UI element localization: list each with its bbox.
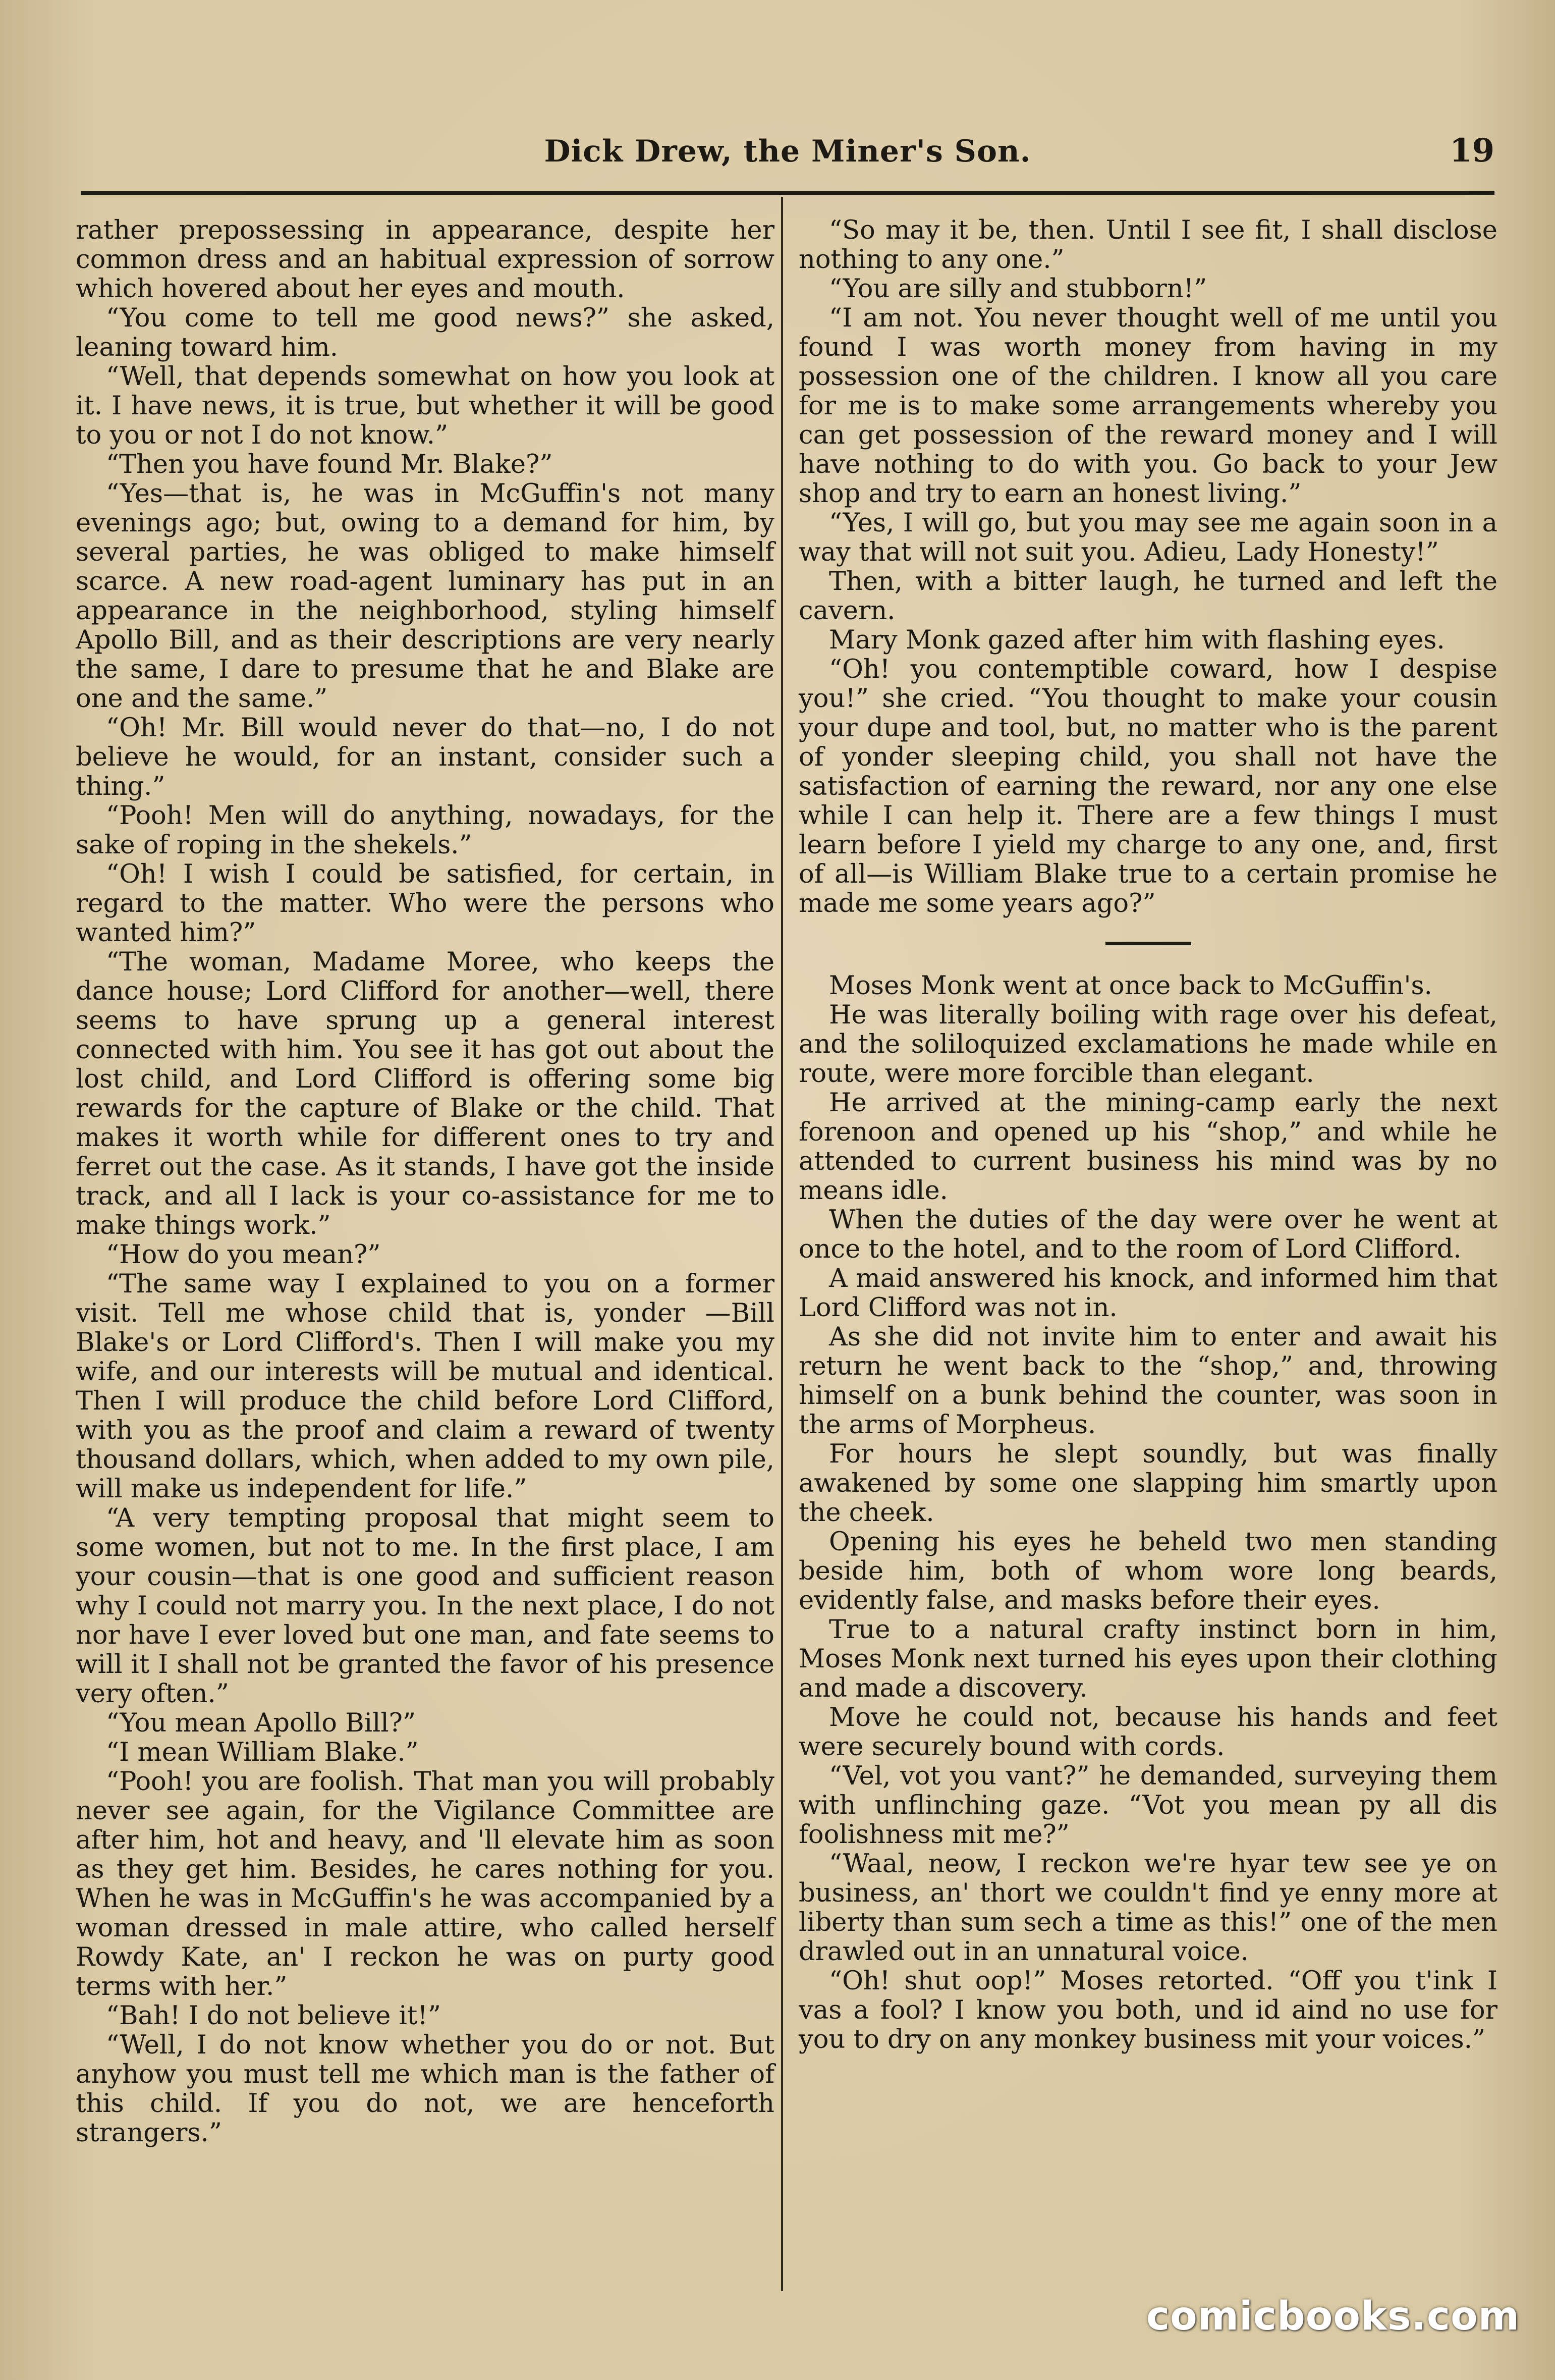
paragraph: “The same way I explained to you on a former visit. Tell me whose child that is, yonder —Bill Blake's or Lord Clifford's. Then I will make you my wife, and our interests will be mutual and identical. Then I will produce the child before Lord Clifford, with you as the proof and claim a reward of twenty thousand dollars, which, when added to my own pile, will make us independent for life.” [76, 1269, 774, 1504]
running-header [81, 129, 1494, 179]
paragraph: True to a natural crafty instinct born in him, Moses Monk next turned his eyes upon their clothing and made a discovery. [799, 1615, 1497, 1703]
paragraph: “Oh! Mr. Bill would never do that—no, I do not believe he would, for an instant, consider such a thing.” [76, 713, 774, 801]
paragraph: “Well, that depends somewhat on how you look at it. I have news, it is true, but whether it will be good to you or not I do not know.” [76, 362, 774, 450]
paragraph: “Well, I do not know whether you do or not. But anyhow you must tell me which man is the father of this child. If you do not, we are henceforth strangers.” [76, 2030, 774, 2148]
paragraph: “So may it be, then. Until I see fit, I shall disclose nothing to any one.” [799, 215, 1497, 275]
paragraph: “Bah! I do not believe it!” [106, 2001, 441, 2031]
paragraph: rather prepossessing in appearance, despite her common dress and an habitual expression of sorrow which hovered about her eyes and mouth. [76, 215, 774, 304]
paragraph: “You are silly and stubborn!” [829, 274, 1207, 304]
paragraph: “The woman, Madame Moree, who keeps the dance house; Lord Clifford for another—well, there seems to have sprung up a general interest connected with him. You see it has got out about the lost child, and Lord Clifford is offering some big rewards for the capture of Blake or the child. That makes it worth while for different ones to try and ferret out the case. As it stands, I have got the inside track, and all I lack is your co-assistance for me to make things work.” [76, 947, 774, 1240]
paragraph: A maid answered his knock, and informed him that Lord Clifford was not in. [799, 1264, 1497, 1323]
left-column [76, 216, 774, 2148]
paragraph: “Pooh! you are foolish. That man you will probably never see again, for the Vigilance Committee are after him, hot and heavy, and 'll elevate him as soon as they get him. Besides, he cares nothing for you. When he was in McGuffin's he was accompanied by a woman dressed in male attire, who called herself Rowdy Kate, an' I reckon he was on purty good terms with her.” [76, 1767, 774, 2002]
paragraph: Moses Monk went at once back to McGuffin's. [829, 971, 1432, 1001]
paragraph: “A very tempting proposal that might seem to some women, but not to me. In the first place, I am your cousin—that is one good and sufficient reason why I could not marry you. In the next place, I do not nor have I ever loved but one man, and fate seems to will it I shall not be granted the favor of his presence very often.” [76, 1503, 774, 1709]
paragraph: Mary Monk gazed after him with flashing eyes. [829, 625, 1445, 655]
paragraph: Opening his eyes he beheld two men standing beside him, both of whom wore long beards, evidently false, and masks before their eyes. [799, 1527, 1497, 1615]
running-title: Dick Drew, the Miner's Son. [544, 134, 1031, 169]
paragraph: “Pooh! Men will do anything, nowadays, for the sake of roping in the shekels.” [76, 801, 774, 860]
paragraph: “You come to tell me good news?” she asked, leaning toward him. [76, 303, 774, 362]
header-rule [81, 191, 1494, 195]
paragraph: “Yes—that is, he was in McGuffin's not many evenings ago; but, owing to a demand for him, by several parties, he was obliged to make himself scarce. A new road-agent luminary has put in an appearance in the neighborhood, styling himself Apollo Bill, and as their descriptions are very nearly the same, I dare to presume that he and Blake are one and the same.” [76, 479, 774, 714]
column-divider [781, 197, 783, 2291]
page-number: 19 [1449, 132, 1494, 170]
paragraph: “Oh! I wish I could be satisfied, for certain, in regard to the matter. Who were the persons who wanted him?” [76, 859, 774, 948]
paragraph: “Oh! you contemptible coward, how I despise you!” she cried. “You thought to make your cousin your dupe and tool, but, no matter who is the parent of yonder sleeping child, you shall not have the satisfaction of earning the reward, nor any one else while I can help it. There are a few things I must learn before I yield my charge to any one, and, first of all—is William Blake true to a certain promise he made me some years ago?” [799, 655, 1497, 918]
paragraph: “I am not. You never thought well of me until you found I was worth money from having in my possession one of the children. I know all you care for me is to make some arrangements whereby you can get possession of the reward money and I will have nothing to do with you. Go back to your Jew shop and try to earn an honest living.” [799, 303, 1497, 509]
paragraph: He was literally boiling with rage over his defeat, and the soliloquized exclamations he made while en route, were more forcible than elegant. [799, 1000, 1497, 1089]
section-separator [1105, 942, 1191, 945]
paragraph: Then, with a bitter laugh, he turned and left the cavern. [799, 567, 1497, 626]
right-column [799, 216, 1497, 2054]
paragraph: He arrived at the mining-camp early the next forenoon and opened up his “shop,” and while he attended to current business his mind was by no means idle. [799, 1088, 1497, 1206]
paragraph: “Then you have found Mr. Blake?” [106, 450, 553, 479]
paragraph: “You mean Apollo Bill?” [106, 1708, 416, 1738]
paragraph: “Oh! shut oop!” Moses retorted. “Off you t'ink I vas a fool? I know you both, und id aind no use for you to dry on any monkey business mit your voices.” [799, 1966, 1497, 2054]
paragraph: When the duties of the day were over he went at once to the hotel, and to the room of Lord Clifford. [799, 1205, 1497, 1264]
paragraph: “Vel, vot you vant?” he demanded, surveying them with unflinching gaze. “Vot you mean py all dis foolishness mit me?” [799, 1761, 1497, 1850]
watermark: comicbooks.com [1146, 2294, 1520, 2339]
paragraph: For hours he slept soundly, but was finally awakened by some one slapping him smartly upon the cheek. [799, 1439, 1497, 1528]
paragraph: Move he could not, because his hands and feet were securely bound with cords. [799, 1703, 1497, 1762]
paragraph: “Waal, neow, I reckon we're hyar tew see ye on business, an' thort we couldn't find ye enny more at liberty than sum sech a time as this!” one of the men drawled out in an unnatural voice. [799, 1849, 1497, 1967]
paragraph: “Yes, I will go, but you may see me again soon in a way that will not suit you. Adieu, Lady Honesty!” [799, 508, 1497, 567]
paragraph: As she did not invite him to enter and await his return he went back to the “shop,” and, throwing himself on a bunk behind the counter, was soon in the arms of Morpheus. [799, 1322, 1497, 1440]
paragraph: “I mean William Blake.” [106, 1738, 419, 1767]
paragraph: “How do you mean?” [106, 1240, 381, 1270]
